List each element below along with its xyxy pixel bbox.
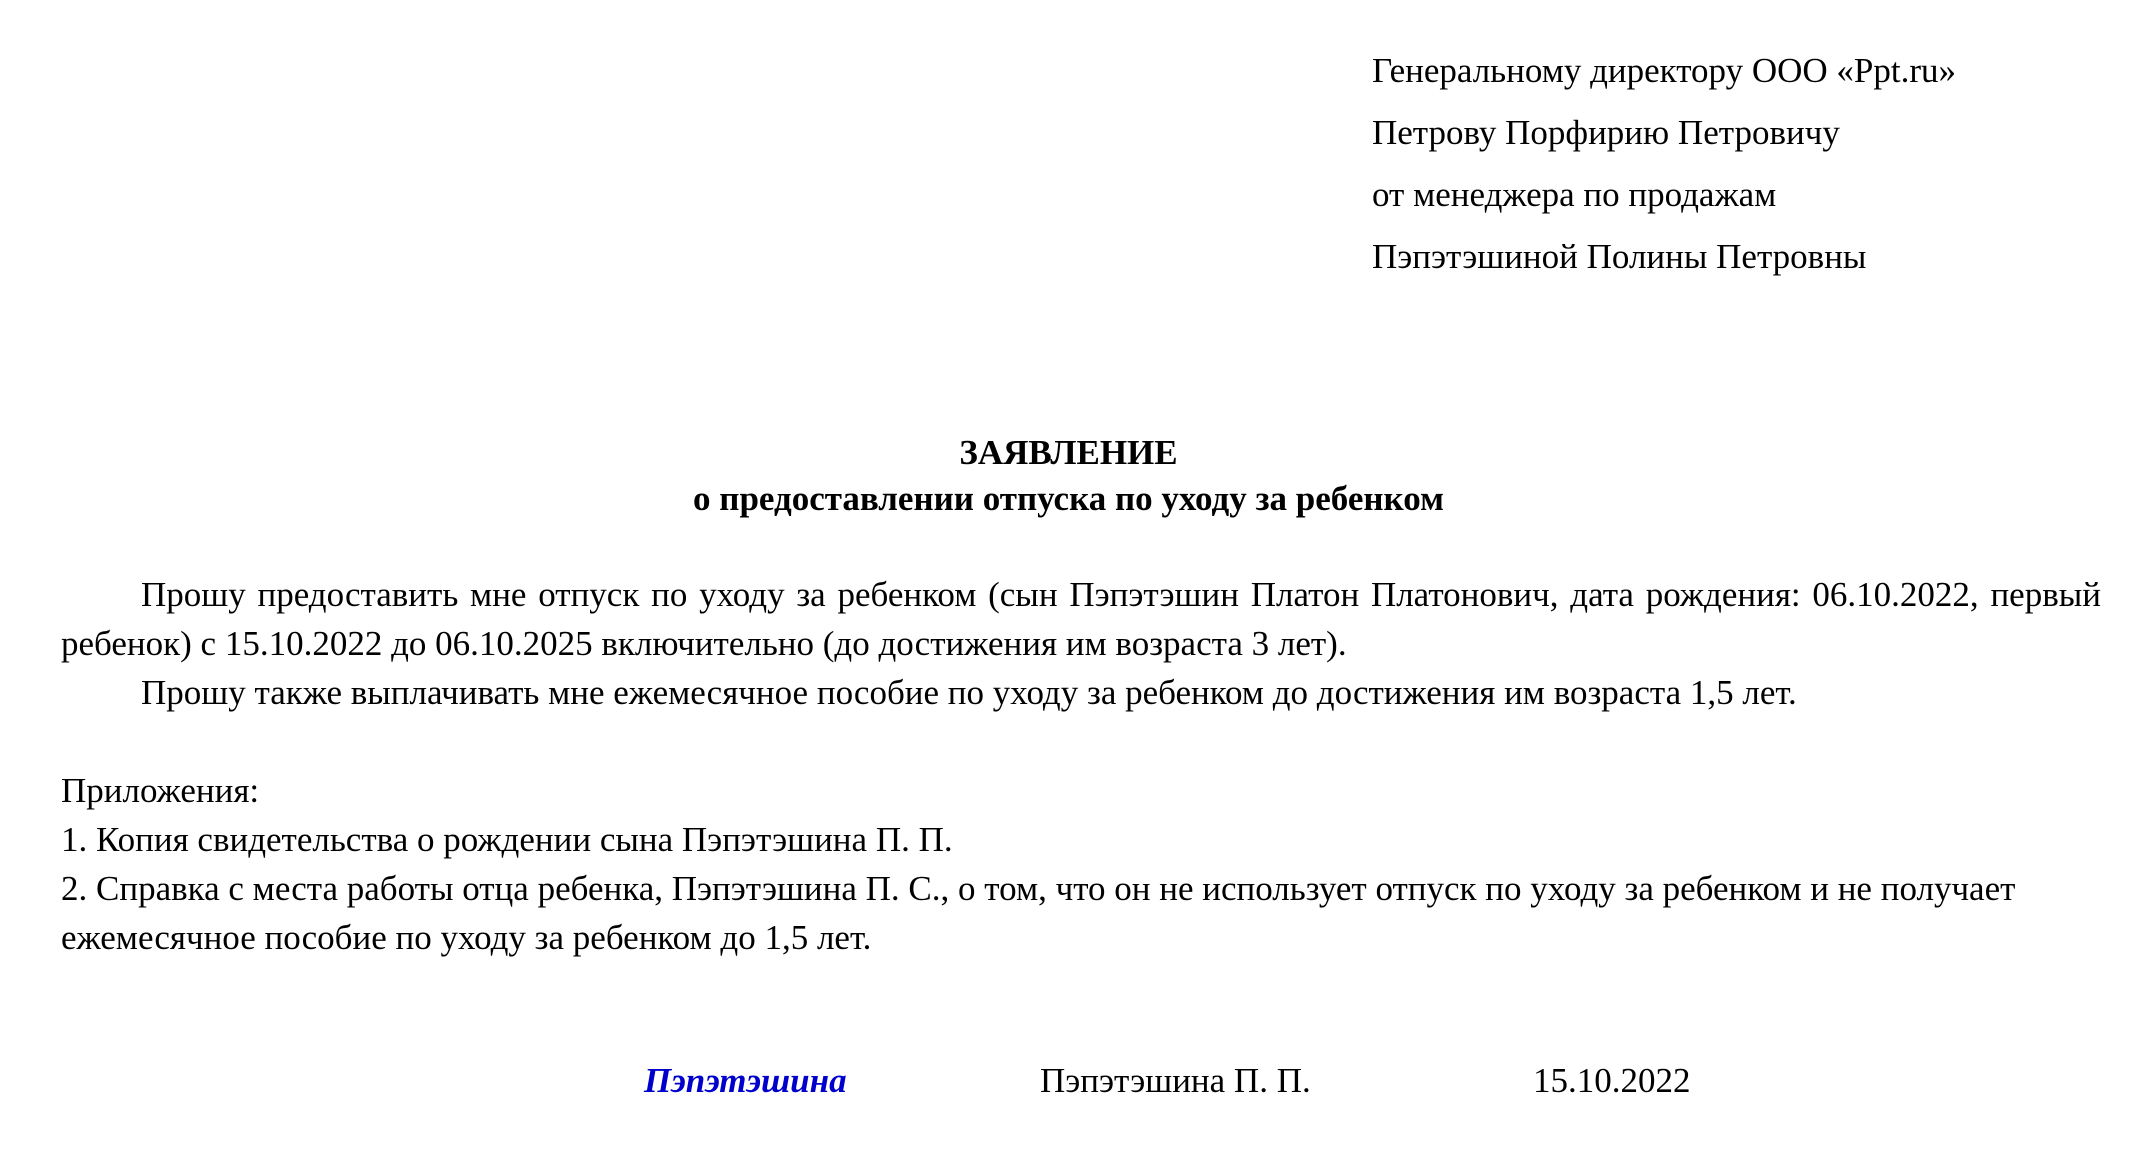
addressee-line-recipient-title: Генеральному директору ООО «Ppt.ru» bbox=[1372, 51, 1957, 90]
request-paragraph-allowance: Прошу также выплачивать мне ежемесячное пособие по уходу за ребенком до достижения им возраста 1,5 лет. bbox=[141, 673, 1797, 712]
request-body bbox=[61, 570, 2101, 717]
document-title-block bbox=[0, 430, 2137, 522]
attachment-item: 2. Справка с места работы отца ребенка, Пэпэтэшина П. С., о том, что он не использует отпуск по уходу за ребенком и не получает ежемесячное пособие по уходу за ребенком до 1,5 лет. bbox=[61, 869, 2016, 957]
document-title: ЗАЯВЛЕНИЕ bbox=[959, 433, 1178, 472]
addressee-line-recipient-name: Петрову Порфирию Петровичу bbox=[1372, 113, 1840, 152]
attachment-item: 1. Копия свидетельства о рождении сына Пэпэтэшина П. П. bbox=[61, 820, 953, 859]
attachments-label: Приложения: bbox=[61, 771, 260, 810]
addressee-block bbox=[1372, 40, 1956, 288]
attachments-section bbox=[61, 766, 2111, 962]
request-paragraph-leave: Прошу предоставить мне отпуск по уходу за ребенком (сын Пэпэтэшин Платон Платонович, дата рождения: 06.10.2022, первый ребенок) с 15.10.2022 до 06.10.2025 включительно (до достижения им возраста 3 лет). bbox=[61, 575, 2101, 663]
addressee-line-sender-position: от менеджера по продажам bbox=[1372, 175, 1777, 214]
signature-date: 15.10.2022 bbox=[1533, 1061, 1691, 1100]
handwritten-signature: Пэпэтэшина bbox=[644, 1061, 847, 1100]
document-subtitle: о предоставлении отпуска по уходу за ребенком bbox=[693, 479, 1444, 518]
signatory-name: Пэпэтэшина П. П. bbox=[1040, 1061, 1311, 1100]
addressee-line-sender-name: Пэпэтэшиной Полины Петровны bbox=[1372, 237, 1867, 276]
